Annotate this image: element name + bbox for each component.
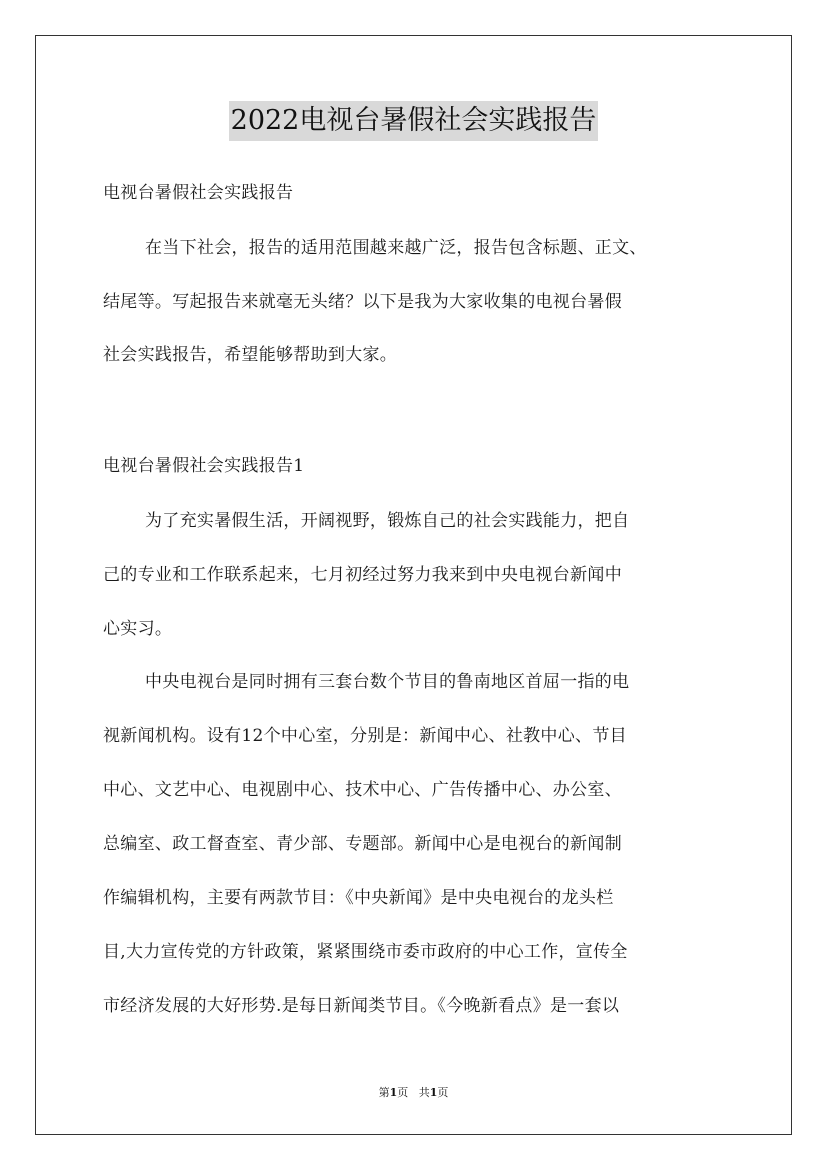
title-container: [0, 101, 827, 141]
page-number: 1: [389, 1086, 398, 1099]
page-prefix: 第: [378, 1086, 390, 1099]
paragraph-line: 市经济发展的大好形势.是每日新闻类节目。《今晚新看点》是一套以: [103, 996, 620, 1016]
section-heading: 电视台暑假社会实践报告1: [103, 456, 305, 476]
paragraph-line: 结尾等。写起报告来就毫无头绪？以下是我为大家收集的电视台暑假: [103, 292, 622, 312]
paragraph-line: 视新闻机构。设有12个中心室，分别是：新闻中心、社教中心、节目: [103, 726, 627, 746]
paragraph-line: 作编辑机构，主要有两款节目：《中央新闻》是中央电视台的龙头栏: [103, 888, 614, 908]
paragraph-line: 中心、文艺中心、电视剧中心、技术中心、广告传播中心、办公室、: [103, 780, 622, 800]
page-suffix: 页: [397, 1086, 409, 1099]
paragraph-line: 总编室、政工督查室、青少部、专题部。新闻中心是电视台的新闻制: [103, 834, 622, 854]
total-number: 1: [429, 1086, 438, 1099]
document-title: 2022电视台暑假社会实践报告: [229, 101, 599, 141]
subtitle-line: 电视台暑假社会实践报告: [103, 183, 294, 203]
paragraph-line: 中央电视台是同时拥有三套台数个节目的鲁南地区首屈一指的电: [145, 672, 630, 692]
paragraph-line: 社会实践报告，希望能够帮助到大家。: [103, 345, 398, 365]
paragraph-line: 为了充实暑假生活，开阔视野，锻炼自己的社会实践能力，把自: [145, 511, 630, 531]
page-footer: [0, 1085, 827, 1101]
total-prefix: 共: [418, 1086, 430, 1099]
paragraph-line: 心实习。: [103, 619, 173, 639]
paragraph-line: 目,大力宣传党的方针政策，紧紧围绕市委市政府的中心工作，宣传全: [103, 942, 628, 962]
paragraph-line: 己的专业和工作联系起来，七月初经过努力我来到中央电视台新闻中: [103, 565, 622, 585]
total-suffix: 页: [437, 1086, 449, 1099]
paragraph-line: 在当下社会，报告的适用范围越来越广泛，报告包含标题、正文、: [145, 238, 647, 258]
